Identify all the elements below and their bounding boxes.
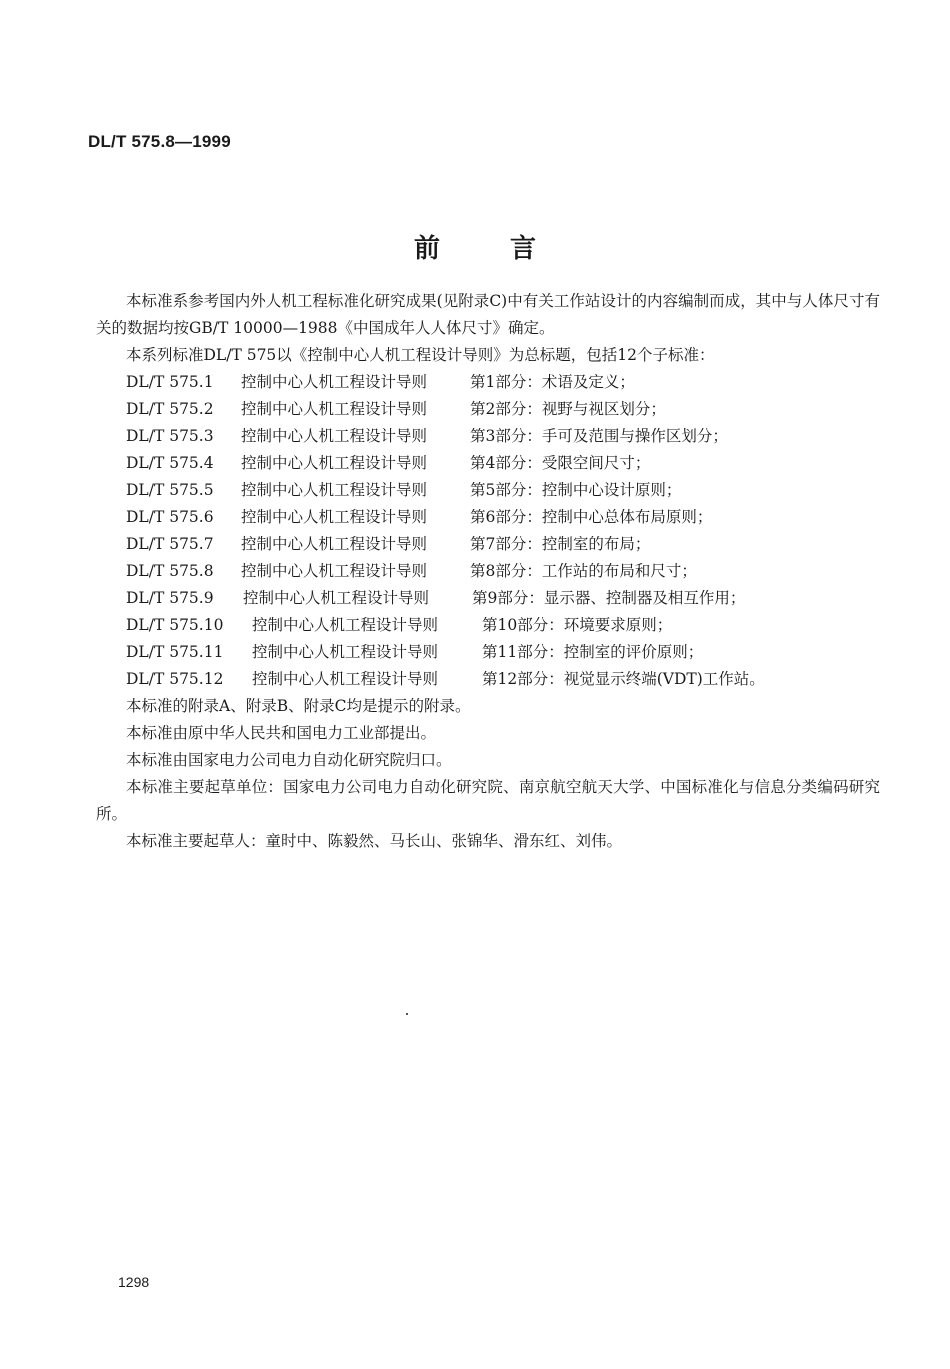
list-item bbox=[96, 477, 880, 504]
page-number: 1298 bbox=[118, 1274, 150, 1290]
drafters-note: 本标准主要起草人：童时中、陈毅然、马长山、张锦华、滑东红、刘伟。 bbox=[126, 832, 623, 850]
standard-code: DL/T 575.8—1999 bbox=[88, 132, 231, 151]
part-series: 控制中心人机工程设计导则 bbox=[252, 616, 439, 634]
part-code: DL/T 575.1 bbox=[126, 373, 214, 391]
list-item bbox=[96, 369, 880, 396]
intro-paragraph-2: 本系列标准DL/T 575以《控制中心人机工程设计导则》为总标题，包括12个子标准： bbox=[126, 346, 715, 364]
part-title: 第1部分：术语及定义； bbox=[470, 373, 635, 391]
page-title: 前言 bbox=[413, 234, 606, 264]
list-item bbox=[96, 531, 880, 558]
part-code: DL/T 575.10 bbox=[126, 616, 224, 634]
part-title: 第4部分：受限空间尺寸； bbox=[470, 454, 651, 472]
part-title: 第7部分：控制室的布局； bbox=[470, 535, 651, 553]
list-item bbox=[96, 585, 880, 612]
appendix-note: 本标准的附录A、附录B、附录C均是提示的附录。 bbox=[126, 697, 471, 715]
part-code: DL/T 575.6 bbox=[126, 508, 214, 526]
part-series: 控制中心人机工程设计导则 bbox=[241, 508, 428, 526]
part-code: DL/T 575.2 bbox=[126, 400, 214, 418]
part-series: 控制中心人机工程设计导则 bbox=[241, 454, 428, 472]
part-code: DL/T 575.7 bbox=[126, 535, 214, 553]
administrator-note: 本标准由国家电力公司电力自动化研究院归口。 bbox=[126, 751, 452, 769]
part-code: DL/T 575.4 bbox=[126, 454, 214, 472]
drafting-units-note: 本标准主要起草单位：国家电力公司电力自动化研究院、南京航空航天大学、中国标准化与信息分类编码研究所。 bbox=[96, 778, 880, 823]
part-series: 控制中心人机工程设计导则 bbox=[241, 535, 428, 553]
list-item bbox=[96, 504, 880, 531]
part-series: 控制中心人机工程设计导则 bbox=[252, 643, 439, 661]
list-item bbox=[96, 558, 880, 585]
list-item bbox=[96, 450, 880, 477]
part-title: 第8部分：工作站的布局和尺寸； bbox=[470, 562, 697, 580]
part-code: DL/T 575.3 bbox=[126, 427, 214, 445]
part-series: 控制中心人机工程设计导则 bbox=[252, 670, 439, 688]
part-code: DL/T 575.8 bbox=[126, 562, 214, 580]
list-item bbox=[96, 423, 880, 450]
part-title: 第2部分：视野与视区划分； bbox=[470, 400, 666, 418]
part-code: DL/T 575.5 bbox=[126, 481, 214, 499]
list-item bbox=[96, 639, 880, 666]
part-series: 控制中心人机工程设计导则 bbox=[241, 400, 428, 418]
part-title: 第10部分：环境要求原则； bbox=[482, 616, 673, 634]
part-title: 第12部分：视觉显示终端(VDT)工作站。 bbox=[482, 670, 765, 688]
list-item bbox=[96, 666, 880, 693]
foreword-body bbox=[96, 288, 880, 855]
part-series: 控制中心人机工程设计导则 bbox=[241, 373, 428, 391]
part-title: 第5部分：控制中心设计原则； bbox=[470, 481, 682, 499]
part-series: 控制中心人机工程设计导则 bbox=[243, 589, 430, 607]
part-title: 第3部分：手可及范围与操作区划分； bbox=[470, 427, 728, 445]
part-code: DL/T 575.12 bbox=[126, 670, 224, 688]
part-code: DL/T 575.9 bbox=[126, 589, 214, 607]
part-series: 控制中心人机工程设计导则 bbox=[241, 427, 428, 445]
list-item bbox=[96, 396, 880, 423]
list-item bbox=[96, 612, 880, 639]
part-series: 控制中心人机工程设计导则 bbox=[241, 481, 428, 499]
part-series: 控制中心人机工程设计导则 bbox=[241, 562, 428, 580]
proposer-note: 本标准由原中华人民共和国电力工业部提出。 bbox=[126, 724, 437, 742]
part-title: 第6部分：控制中心总体布局原则； bbox=[470, 508, 713, 526]
sub-standard-list bbox=[96, 369, 880, 693]
part-title: 第11部分：控制室的评价原则； bbox=[482, 643, 704, 661]
intro-paragraph-1: 本标准系参考国内外人机工程标准化研究成果(见附录C)中有关工作站设计的内容编制而成，其中与人体尺寸有关的数据均按GB/T 10000—1988《中国成年人人体尺寸》确定。 bbox=[96, 292, 880, 337]
part-code: DL/T 575.11 bbox=[126, 643, 224, 661]
part-title: 第9部分：显示器、控制器及相互作用； bbox=[472, 589, 746, 607]
scan-speck bbox=[406, 1013, 408, 1015]
